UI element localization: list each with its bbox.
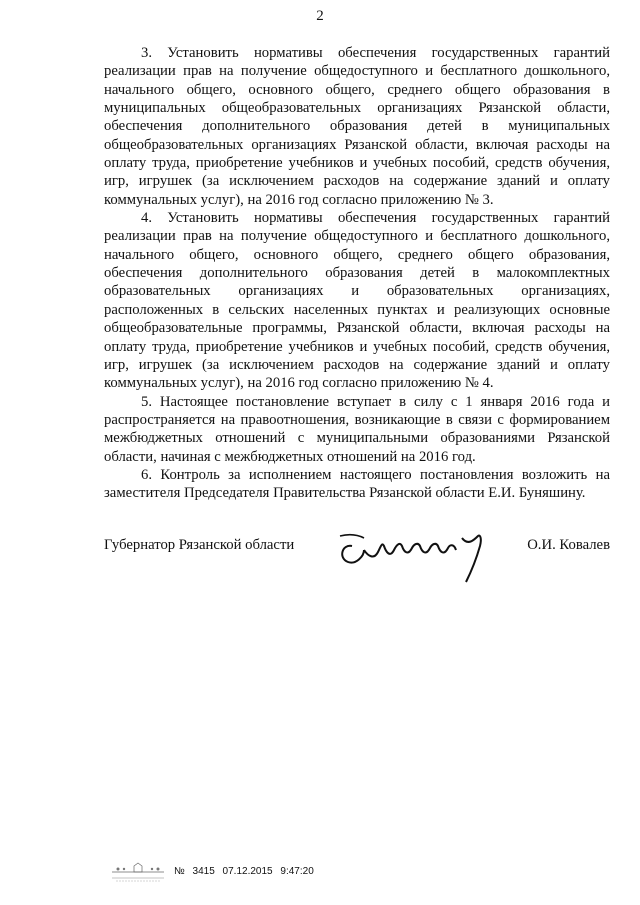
handwritten-signature-icon <box>334 516 494 586</box>
registration-time: 9:47:20 <box>280 866 314 877</box>
registration-line <box>174 866 319 877</box>
registration-date: 07.12.2015 <box>222 866 273 877</box>
document-body <box>104 44 610 503</box>
registration-stamp-icon <box>110 862 166 884</box>
signatory-title: Губернатор Рязанской области <box>104 537 295 553</box>
paragraph-5: 5. Настоящее постановление вступает в силу с 1 января 2016 года и распространяется на правоотношения, возникающие в связи с формированием межбюджетных отношений с муниципальными образованиями Рязанской области, начиная с межбюджетных отношений на 2016 год. <box>104 393 610 465</box>
registration-number: 3415 <box>192 866 215 877</box>
paragraph-6: 6. Контроль за исполнением настоящего постановления возложить на заместителя Председателя Правительства Рязанской области Е.И. Буняшину. <box>104 466 610 502</box>
paragraph-4: 4. Установить нормативы обеспечения государственных гарантий реализации прав на получение общедоступного и бесплатного дошкольного, начального общего, основного общего, среднего общего образования, обеспечения дополнительного образования детей в малокомплектных образовательных организациях и образовательных организациях, расположенных в сельских населенных пунктах и реализующих основные общеобразовательные программы, Рязанской области, включая расходы на оплату труда, приобретение учебников и учебных пособий, средств обучения, игр, игрушек (за исключением расходов на содержание зданий и оплату коммунальных услуг), на 2016 год согласно приложению № 4. <box>104 210 610 392</box>
signature-block <box>104 516 610 586</box>
registration-footer <box>110 862 410 886</box>
signatory-name: О.И. Ковалев <box>527 537 610 553</box>
registration-number-mark: № <box>174 866 185 877</box>
page-number: 2 <box>316 8 324 24</box>
paragraph-3: 3. Установить нормативы обеспечения государственных гарантий реализации прав на получение общедоступного и бесплатного дошкольного, начального общего, основного общего, среднего общего образования в муниципальных общеобразовательных организациях Рязанской области, обеспечения дополнительного образования детей в муниципальных общеобразовательных организациях Рязанской области, включая расходы на оплату труда, приобретение учебников и учебных пособий, средств обучения, игр, игрушек (за исключением расходов на содержание зданий и оплату коммунальных услуг), на 2016 год согласно приложению № 3. <box>104 45 610 208</box>
